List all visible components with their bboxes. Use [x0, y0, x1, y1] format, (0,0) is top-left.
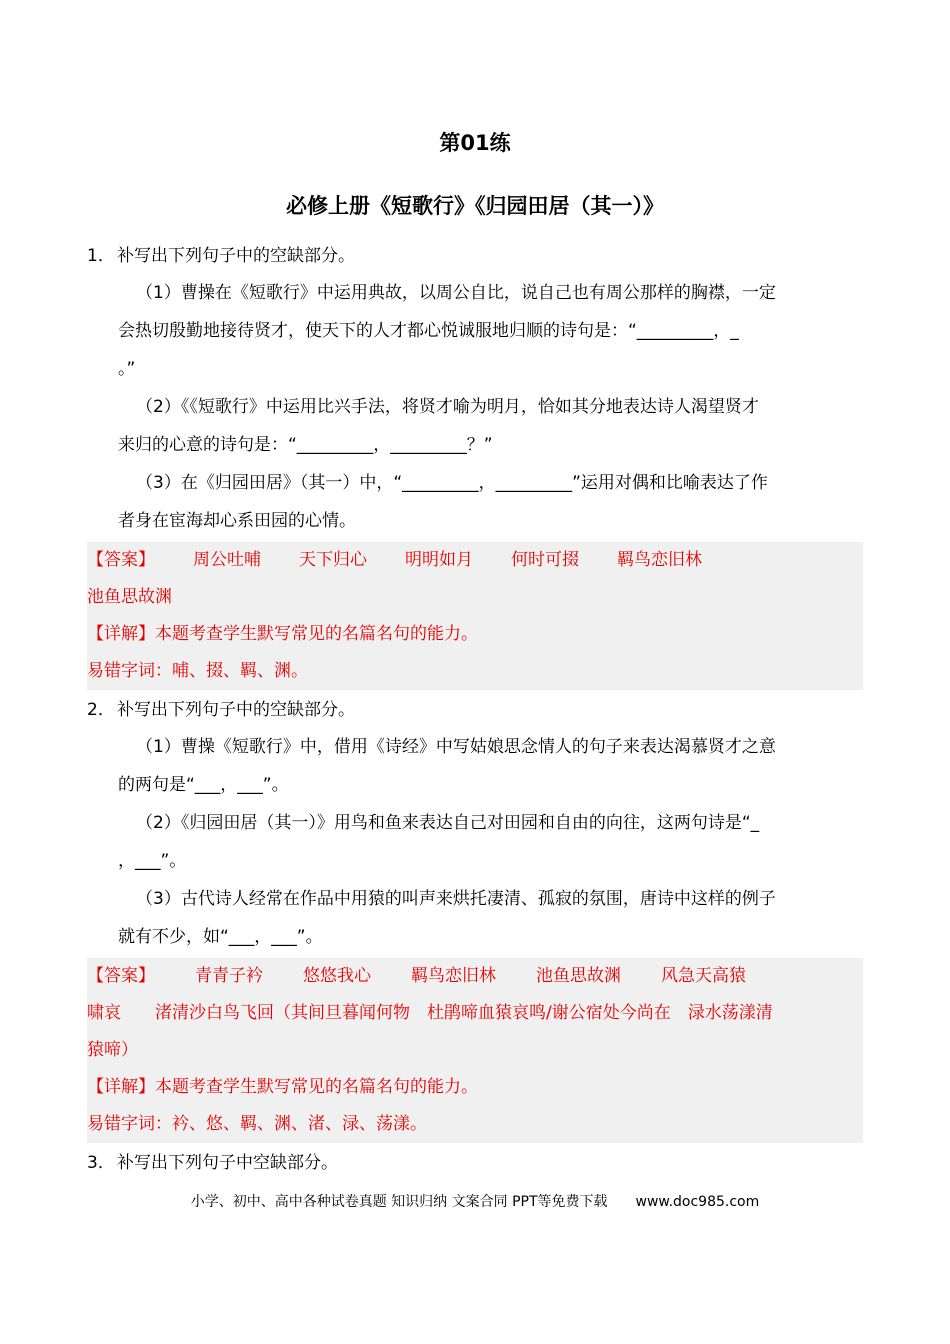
- answer-detail: 【详解】本题考查学生默写常见的名篇名句的能力。: [87, 624, 478, 644]
- answer-detail: 【详解】本题考查学生默写常见的名篇名句的能力。: [87, 1077, 478, 1097]
- question-1-part-1: （1）曹操在《短歌行》中运用典故，以周公自比，说自己也有周公那样的胸襟，一定 会热切殷勤地接待贤才，使天下的人才都心悦诚服地归顺的诗句是：“_________，_ 。”: [118, 283, 776, 379]
- answer-item: 池鱼思故渊: [536, 966, 621, 986]
- answer-item: 明明如月: [405, 550, 473, 570]
- answer-item: 池鱼思故渊: [87, 587, 172, 607]
- question-1-part-3: （3）在《归园田居》（其一）中，“_________，_________”运用对偶和比喻表达了作 者身在宦海却心系田园的心情。: [118, 473, 768, 531]
- question-1-stem: [87, 238, 863, 274]
- question-text: 补写出下列句子中空缺部分。: [117, 1153, 338, 1173]
- answer-typos: 易错字词：衿、悠、羁、渊、渚、渌、荡漾。: [87, 1114, 427, 1134]
- page-subtitle: 必修上册《短歌行》《归园田居（其一）》: [286, 194, 664, 218]
- question-2-part-2: （2）《归园田居（其一）》用鸟和鱼来表达自己对田园和自由的向往，这两句诗是“_ ，___”。: [118, 813, 760, 871]
- exercise-content: [87, 238, 863, 1181]
- answer-item: 悠悠我心: [303, 966, 371, 986]
- answer-box-2: [87, 958, 863, 1143]
- question-2-part-3: （3）古代诗人经常在作品中用猿的叫声来烘托凄清、孤寂的氛围，唐诗中这样的例子 就有不少，如“___，___”。: [118, 889, 776, 947]
- question-number: 1．: [87, 246, 115, 266]
- question-text: 补写出下列句子中的空缺部分。: [117, 246, 355, 266]
- page-title: 第01练: [439, 131, 511, 155]
- answer-line: 猿啼）: [87, 1040, 138, 1060]
- answer-item: 何时可掇: [511, 550, 579, 570]
- answer-item: 天下归心: [299, 550, 367, 570]
- answer-tag: 【答案】: [87, 550, 155, 570]
- answer-row: [87, 542, 863, 579]
- answer-tag: 【答案】: [87, 966, 155, 986]
- answer-item: 羁鸟恋旧林: [617, 550, 702, 570]
- answer-item: 风急天高猿: [661, 966, 746, 986]
- answer-item: 羁鸟恋旧林: [411, 966, 496, 986]
- question-1-part-2: （2）《《短歌行》中运用比兴手法，将贤才喻为明月，恰如其分地表达诗人渴望贤才 来归的心意的诗句是：“_________，_________？”: [118, 397, 759, 455]
- question-text: 补写出下列句子中的空缺部分。: [117, 700, 355, 720]
- answer-typos: 易错字词：哺、掇、羁、渊。: [87, 661, 308, 681]
- answer-line: 啸哀 渚清沙白鸟飞回（其间旦暮闻何物 杜鹃啼血猿哀鸣/谢公宿处今尚在 渌水荡漾清: [87, 1003, 773, 1023]
- question-2-stem: [87, 692, 863, 728]
- question-number: 2．: [87, 700, 115, 720]
- answer-item: 周公吐哺: [193, 550, 261, 570]
- footer-site: www.doc985.com: [635, 1194, 760, 1210]
- answer-item: 青青子衿: [195, 966, 263, 986]
- answer-box-1: [87, 542, 863, 690]
- page-footer: [0, 1191, 950, 1211]
- question-2-part-1: （1）曹操《短歌行》中，借用《诗经》中写姑娘思念情人的句子来表达渴慕贤才之意 的两句是“___，___”。: [118, 737, 776, 795]
- question-number: 3．: [87, 1153, 115, 1173]
- question-3-stem: [87, 1145, 863, 1181]
- answer-row: [87, 958, 863, 995]
- footer-text: 小学、初中、高中各种试卷真题 知识归纳 文案合同 PPT等免费下载: [190, 1194, 608, 1210]
